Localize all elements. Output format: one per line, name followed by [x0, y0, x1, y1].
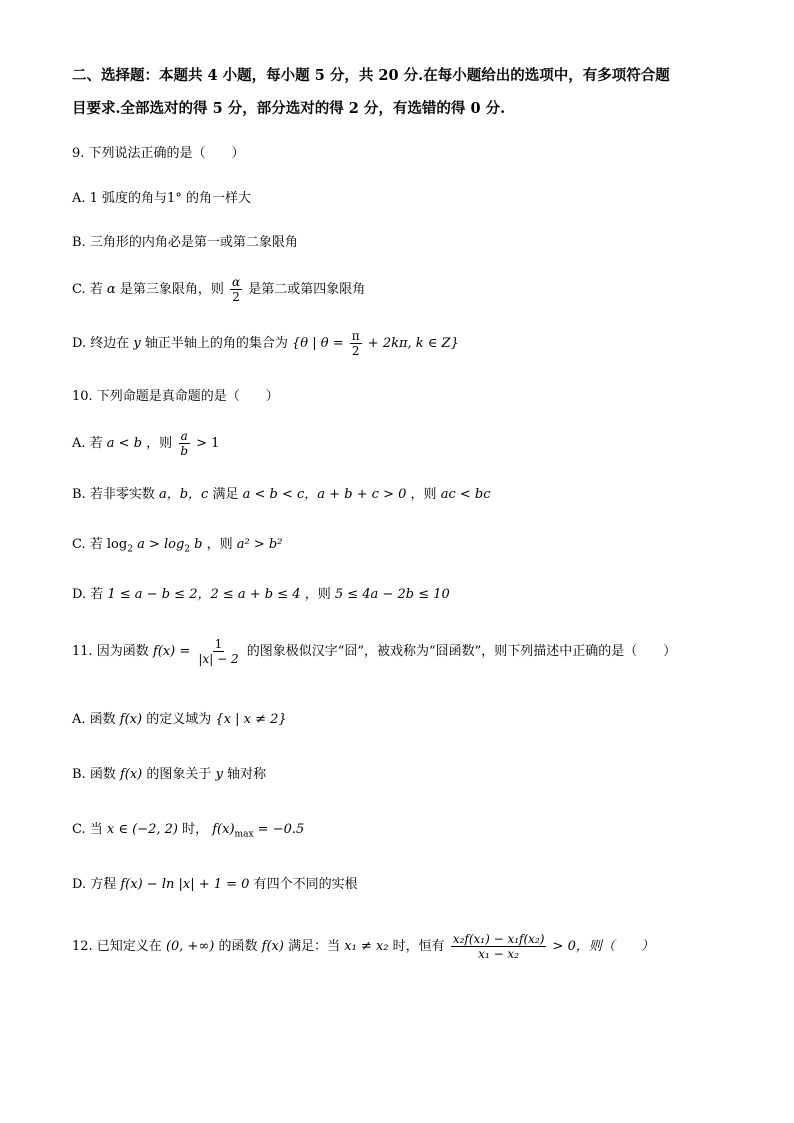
q10-d-then: ，则 — [304, 587, 331, 602]
q11-stem-fraction — [196, 638, 240, 665]
q10-b-mid: 满足 — [212, 487, 239, 502]
q9-d-set-close: + 2kπ, k ∈ Z} — [367, 336, 459, 351]
q9-d-prefix: D. 终边在 — [72, 336, 130, 351]
q10-c-log1: log — [106, 537, 128, 552]
q9-c-frac-den: 2 — [232, 290, 240, 304]
q11-d-post: 有四个不同的实根 — [253, 877, 358, 892]
q10-option-a — [72, 430, 219, 457]
q10-option-d — [72, 586, 450, 604]
q9-option-b: B. 三角形的内角必是第一或第二象限角 — [72, 235, 298, 250]
q10-a-post: > 1 — [196, 436, 220, 451]
q11-a-set: {x | x ≠ 2} — [215, 712, 287, 727]
q11-option-a — [72, 711, 287, 729]
q12-stem-fraction — [451, 933, 547, 960]
q11-c-func: f(x) — [212, 822, 235, 837]
q12-stem-domain: (0, +∞) — [165, 939, 215, 954]
q10-b-cond: a < b < c，a + b + c > 0 — [242, 487, 407, 502]
q12-stem-cond: x₁ ≠ x₂ — [344, 939, 389, 954]
q10-a-cond: a < b — [106, 436, 143, 451]
q10-option-b — [72, 486, 490, 504]
q11-b-func: f(x) — [119, 767, 143, 782]
q11-d-equation: f(x) − ln |x| + 1 = 0 — [120, 877, 250, 892]
q9-d-mid: 轴正半轴上的角的集合为 — [144, 336, 288, 351]
q10-a-prefix: A. 若 — [72, 436, 103, 451]
q10-d-prefix: D. 若 — [72, 587, 104, 602]
q11-a-mid: 的定义域为 — [146, 712, 212, 727]
q11-c-mid: 时， — [182, 822, 209, 837]
q9-d-set-open: {θ | θ = — [292, 336, 344, 351]
q10-a-mid: ，则 — [146, 436, 173, 451]
q11-frac-num: 1 — [214, 637, 223, 651]
q10-b-then: ，则 — [410, 487, 437, 502]
q12-stem-mid2: 满足：当 — [288, 939, 341, 954]
q11-a-func: f(x) — [119, 712, 143, 727]
q9-c-prefix: C. 若 — [72, 282, 103, 297]
q9-stem: 9. 下列说法正确的是（ ） — [72, 146, 245, 161]
q12-stem-func: f(x) — [261, 939, 284, 954]
q12-stem-mid: 的函数 — [218, 939, 258, 954]
q11-b-post: 的图象关于 — [146, 767, 212, 782]
q10-c-prefix: C. 若 — [72, 537, 103, 552]
q11-stem-post: 的图象极似汉字“囧”，被戏称为“囧函数”，则下列描述中正确的是（ ） — [246, 644, 677, 659]
section-heading-line-2: 目要求.全部选对的得 5 分，部分选对的得 2 分，有选错的得 0 分. — [72, 100, 506, 117]
q10-c-result: a² > b² — [236, 537, 283, 552]
q11-stem-func: f(x) = — [152, 644, 191, 659]
q10-a-frac-den: b — [180, 444, 189, 458]
q11-c-cond: x ∈ (−2, 2) — [106, 822, 178, 837]
q11-c-sub: max — [234, 829, 254, 840]
q11-frac-den: |x| − 2 — [198, 652, 239, 666]
q12-stem — [72, 933, 654, 960]
q9-c-post: 是第二或第四象限角 — [248, 282, 366, 297]
q12-frac-num: x₂f(x₁) − x₁f(x₂) — [452, 932, 545, 946]
q10-c-then: ，则 — [206, 537, 233, 552]
q11-option-b — [72, 766, 266, 784]
q10-b-result: ac < bc — [440, 487, 491, 502]
q12-stem-post: > 0，则（ ） — [552, 939, 654, 954]
q11-b-var: y — [215, 767, 223, 782]
q9-c-var: α — [106, 282, 116, 297]
q10-c-var-b: b — [194, 537, 203, 552]
q11-option-c — [72, 821, 304, 844]
q11-a-prefix: A. 函数 — [72, 712, 116, 727]
q11-stem — [72, 638, 676, 665]
q10-stem: 10. 下列命题是真命题的是（ ） — [72, 389, 279, 404]
q9-option-a: A. 1 弧度的角与1° 的角一样大 — [72, 191, 251, 206]
q10-c-sub1: 2 — [127, 544, 133, 555]
q12-stem-mid3: 时，恒有 — [392, 939, 445, 954]
q9-d-var: y — [133, 336, 141, 351]
q10-c-log2: a > log — [137, 537, 185, 552]
q9-d-frac-den: 2 — [351, 344, 360, 358]
q10-d-result: 5 ≤ 4a − 2b ≤ 10 — [334, 587, 450, 602]
q11-stem-prefix: 11. 因为函数 — [72, 644, 149, 659]
q12-frac-den: x₁ − x₂ — [478, 947, 520, 961]
q9-option-c — [72, 276, 365, 303]
q10-option-c — [72, 536, 282, 559]
q9-d-fraction — [350, 330, 362, 357]
q10-a-frac-num: a — [180, 429, 188, 443]
q11-d-prefix: D. 方程 — [72, 877, 117, 892]
q9-c-frac-num: α — [231, 275, 241, 289]
q11-c-value: = −0.5 — [257, 822, 305, 837]
q10-d-cond: 1 ≤ a − b ≤ 2，2 ≤ a + b ≤ 4 — [107, 587, 301, 602]
q10-b-vars: a，b，c — [158, 487, 209, 502]
q10-c-sub2: 2 — [184, 544, 191, 555]
q11-b-prefix: B. 函数 — [72, 767, 116, 782]
q9-option-d — [72, 330, 459, 357]
section-heading-line-1: 二、选择题：本题共 4 小题，每小题 5 分，共 20 分.在每小题给出的选项中，有多项符合题 — [72, 67, 670, 84]
q11-c-prefix: C. 当 — [72, 822, 103, 837]
q11-b-end: 轴对称 — [227, 767, 267, 782]
q9-c-mid: 是第三象限角，则 — [119, 282, 224, 297]
q10-a-fraction — [178, 430, 190, 457]
q11-option-d — [72, 876, 358, 894]
q9-d-frac-num: π — [351, 329, 360, 343]
q12-stem-prefix: 12. 已知定义在 — [72, 939, 162, 954]
q10-b-prefix: B. 若非零实数 — [72, 487, 155, 502]
q9-c-fraction — [230, 276, 242, 303]
